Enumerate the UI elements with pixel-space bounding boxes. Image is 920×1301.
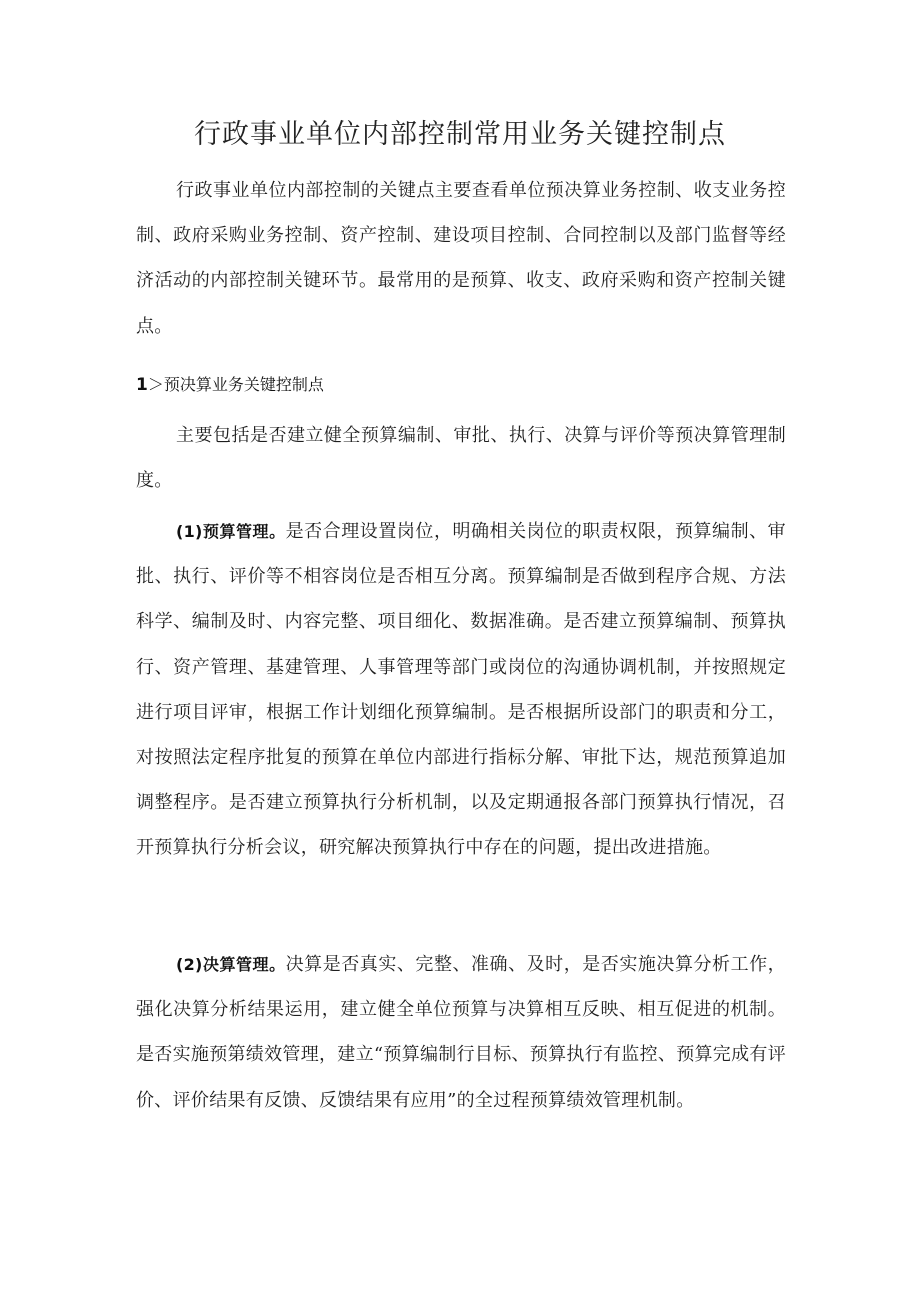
section-1-summary: 主要包括是否建立健全预算编制、审批、执行、决算与评价等预决算管理制度。 bbox=[136, 425, 786, 492]
document-title: 行政事业单位内部控制常用业务关键控制点 bbox=[194, 119, 726, 150]
item-budget-management-text: 是否合理设置岗位，明确相关岗位的职责权限，预算编制、审批、执行、评价等不相容岗位是否相互分离。预算编制是否做到程序合规、方法科学、编制及时、内容完整、项目细化、数据准确。是否建立预算编制、预算执行、资产管理、基建管理、人事管理等部门或岗位的沟通协调机制，并按照规定进行项目评审，根据工作计划细化预算编制。是否根据所设部门的职责和分工，对按照法定程序批复的预算在单位内部进行指标分解、审批下达，规范预算追加调整程序。是否建立预算执行分析机制，以及定期通报各部门预算执行情况，召开预算执行分析会议，研究解决预算执行中存在的问题，提出改进措施。 bbox=[136, 521, 786, 859]
item-final-accounts-text: 决算是否真实、完整、准确、及时，是否实施决算分析工作，强化决算分析结果运用，建立健全单位预算与决算相互反映、相互促进的机制。是否实施预第绩效管理，建立“预算编制行目标、预算执行有监控、预算完成有评价、评价结果有反馈、反馈结果有应用”的全过程预算绩效管理机制。 bbox=[136, 954, 786, 1111]
section-1-heading bbox=[136, 372, 324, 398]
section-1-title: 预决算业务关键控制点 bbox=[163, 375, 324, 394]
intro-paragraph: 行政事业单位内部控制的关键点主要查看单位预决算业务控制、收支业务控制、政府采购业务控制、资产控制、建设项目控制、合同控制以及部门监督等经济活动的内部控制关键环节。最常用的是预算、收支、政府采购和资产控制关键点。 bbox=[136, 180, 786, 337]
item-final-accounts-lead: (2)决算管理。 bbox=[176, 955, 286, 974]
item-final-accounts-management bbox=[136, 942, 786, 1123]
section-1-marker: ＞ bbox=[147, 375, 164, 394]
item-budget-management-lead: (1)预算管理。 bbox=[176, 522, 286, 541]
section-1-number: 1 bbox=[136, 375, 148, 395]
item-budget-management bbox=[136, 509, 786, 871]
